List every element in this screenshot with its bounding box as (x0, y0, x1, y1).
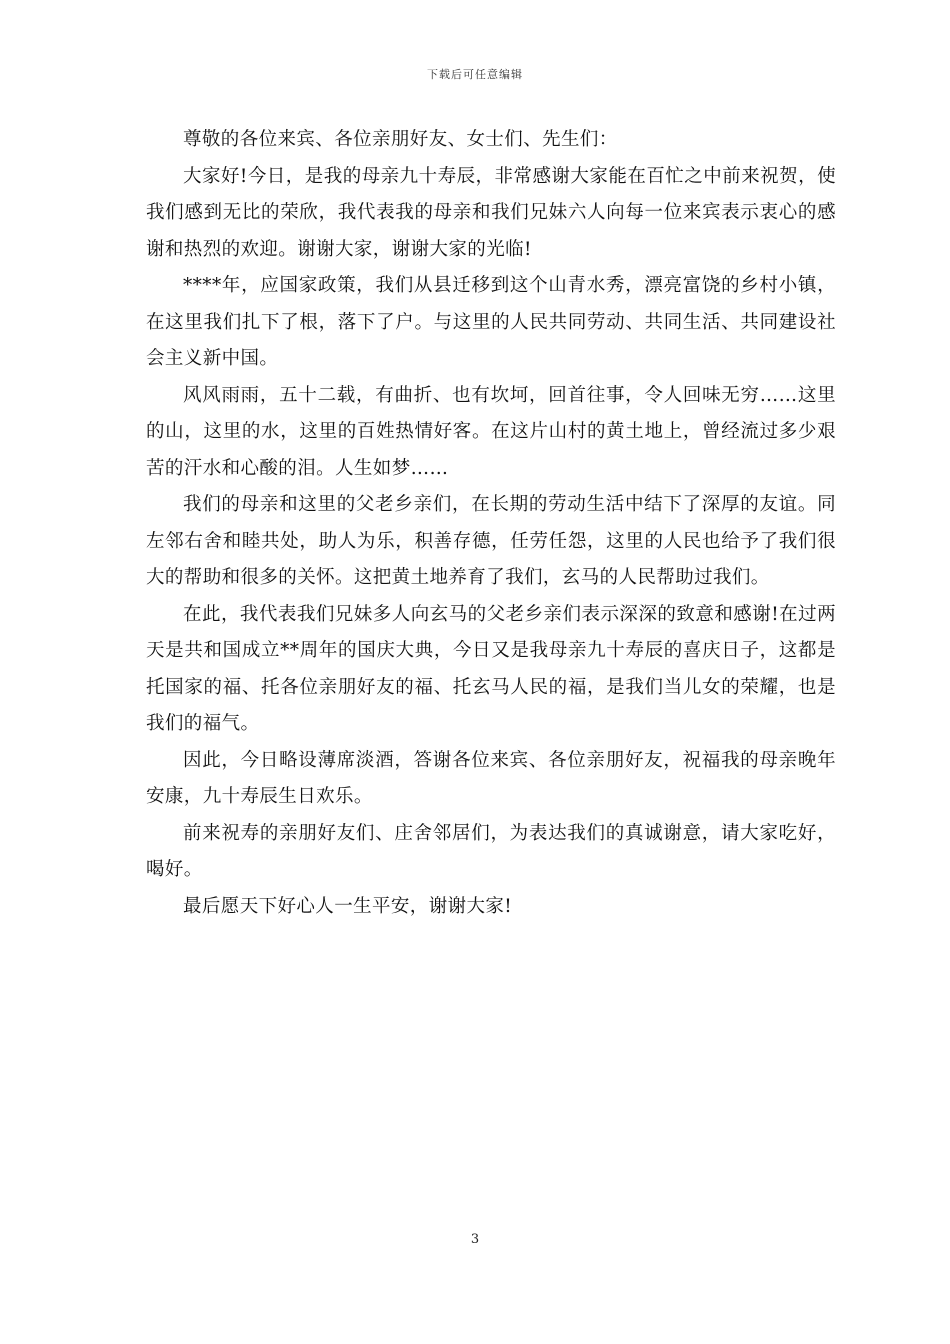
paragraph-thanks: 在此，我代表我们兄妹多人向玄马的父老乡亲们表示深深的致意和感谢!在过两天是共和国成立**周年的国庆大典，今日又是我母亲九十寿辰的喜庆日子，这都是托国家的福、托各位亲朋好友的福、托玄马人民的福，是我们当儿女的荣耀，也是我们的福气。 (146, 603, 836, 734)
page-header-note: 下载后可任意编辑 (427, 68, 523, 81)
paragraph-greeting: 大家好!今日，是我的母亲九十寿辰，非常感谢大家能在百忙之中前来祝贺，使我们感到无比的荣欣，我代表我的母亲和我们兄妹六人向每一位来宾表示衷心的感谢和热烈的欢迎。谢谢大家，谢谢大家的光临! (146, 165, 836, 260)
page-number: 3 (470, 1232, 480, 1247)
paragraph-migration: ****年，应国家政策，我们从县迁移到这个山青水秀，漂亮富饶的乡村小镇，在这里我们扎下了根，落下了户。与这里的人民共同劳动、共同生活、共同建设社会主义新中国。 (146, 275, 836, 369)
paragraph-friendship: 我们的母亲和这里的父老乡亲们，在长期的劳动生活中结下了深厚的友谊。同左邻右舍和睦共处，助人为乐，积善存德，任劳任怨，这里的人民也给予了我们很大的帮助和很多的关怀。这把黄土地养育了我们，玄马的人民帮助过我们。 (146, 494, 836, 588)
paragraph-closing: 最后愿天下好心人一生平安，谢谢大家! (183, 895, 513, 917)
paragraph-invitation: 前来祝寿的亲朋好友们、庄舍邻居们，为表达我们的真诚谢意，请大家吃好，喝好。 (146, 822, 836, 880)
paragraph-memories: 风风雨雨，五十二载，有曲折、也有坎坷，回首往事，令人回味无穷……这里的山，这里的水，这里的百姓热情好客。在这片山村的黄土地上，曾经流过多少艰苦的汗水和心酸的泪。人生如梦…… (146, 384, 836, 479)
salutation: 尊敬的各位来宾、各位亲朋好友、女士们、先生们： (183, 129, 618, 150)
document-body (146, 122, 836, 925)
paragraph-banquet: 因此，今日略设薄席淡酒，答谢各位来宾、各位亲朋好友，祝福我的母亲晚年安康，九十寿辰生日欢乐。 (146, 749, 836, 807)
